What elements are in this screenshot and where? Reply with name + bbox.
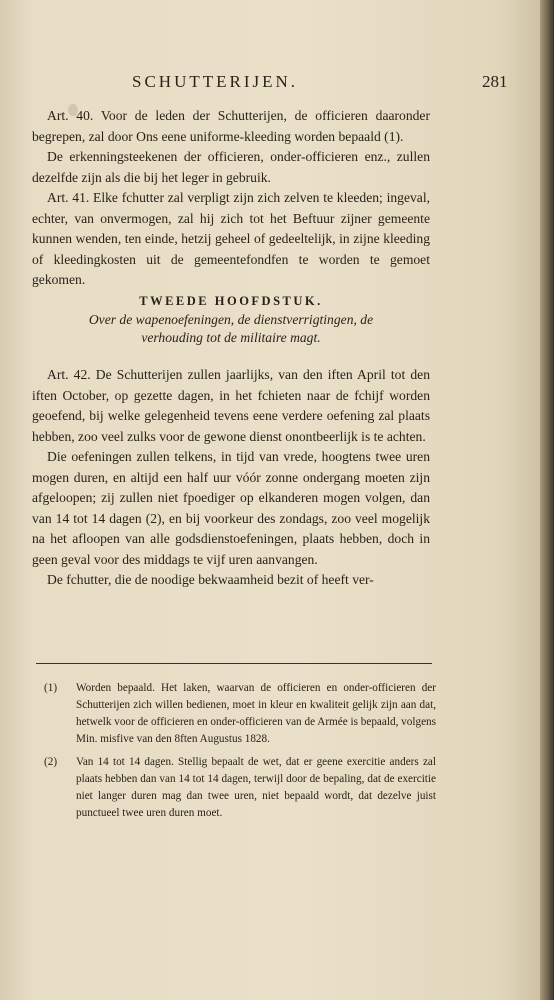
footnote-mark: (2) xyxy=(44,756,58,768)
footnotes xyxy=(44,680,436,828)
chapter-subtitle-line-2: verhouding tot de militaire magt. xyxy=(141,330,321,345)
main-text xyxy=(32,106,430,591)
footnote-2 xyxy=(44,754,436,822)
footnote-text: Van 14 tot 14 dagen. Stellig bepaalt de wet, dat er geene exercitie anders zal plaats hebben dan van 14 tot 14 dagen, terwijl door de bepaling, dat de exercitie niet langer duren mag dan twee uren, niet bepaald wordt, dat dezelve juist punctueel twee uren duren moet. xyxy=(76,756,436,819)
chapter-subtitle-line-1: Over de wapenoefeningen, de dienstverrigtingen, de xyxy=(88,312,374,327)
paragraph-art-40: Art. 40. Voor de leden der Schutterijen, de officieren daaronder begrepen, zal door Ons eene uniforme-kleeding worden bepaald (1). xyxy=(32,108,430,144)
footnote-divider xyxy=(36,663,432,664)
paragraph-insignia: De erkenningsteekenen der officieren, onder-officieren enz., zullen dezelfde zijn als die bij het leger in gebruik. xyxy=(32,149,430,185)
chapter-subtitle xyxy=(32,311,430,347)
chapter-heading: TWEEDE HOOFDSTUK. xyxy=(139,293,323,308)
footnote-mark: (1) xyxy=(44,682,58,694)
paragraph-exercises: Die oefeningen zullen telkens, in tijd van vrede, hoogtens twee uren mogen duren, en altijd een half uur vóór zonne ondergang moeten zijn afgeloopen; zij zullen niet fpoediger op elkanderen mogen volgen, dan van 14 tot 14 dagen (2), en bij voorkeur des zondags, zoo veel mogelijk na het afloopen van alle godsdienstoefeningen, plaats hebben, doch in geen geval voor des middags te vijf uren aanvangen. xyxy=(32,449,430,567)
footnote-1 xyxy=(44,680,436,748)
running-title: SCHUTTERIJEN. xyxy=(132,72,299,91)
footnote-text: Worden bepaald. Het laken, waarvan de officieren en onder-officieren der Schutterijen zich willen bedienen, moet in kleur en kwaliteit gelijk zijn aan dat, hetwelk voor de officieren en onder-officieren van de Armée is bepaald, volgens Min. misfive van den 8ften Augustus 1828. xyxy=(76,682,436,745)
paragraph-art-42: Art. 42. De Schutterijen zullen jaarlijks, van den iften April tot den iften October, op gezette dagen, in het fchieten naar de fchijf worden geoefend, bij welke gelegenheid tevens eene verdere oefening zal plaats hebben, zoo veel zulks voor de gewone dienst onontbeerlijk is te achten. xyxy=(32,367,430,444)
paragraph-art-41: Art. 41. Elke fchutter zal verpligt zijn zich zelven te kleeden; ingeval, echter, van onvermogen, zal hij zich tot het Beftuur zijner gemeente kunnen wenden, ten einde, hetzij geheel of gedeeltelijk, in zijne kleeding of kleedingkosten uit de gemeentefondfen te worden te gemoet gekomen. xyxy=(32,190,430,287)
page-edge-shadow xyxy=(540,0,554,1000)
paragraph-schutter: De fchutter, die de noodige bekwaamheid bezit of heeft ver- xyxy=(47,572,374,587)
page-number: 281 xyxy=(482,72,508,91)
